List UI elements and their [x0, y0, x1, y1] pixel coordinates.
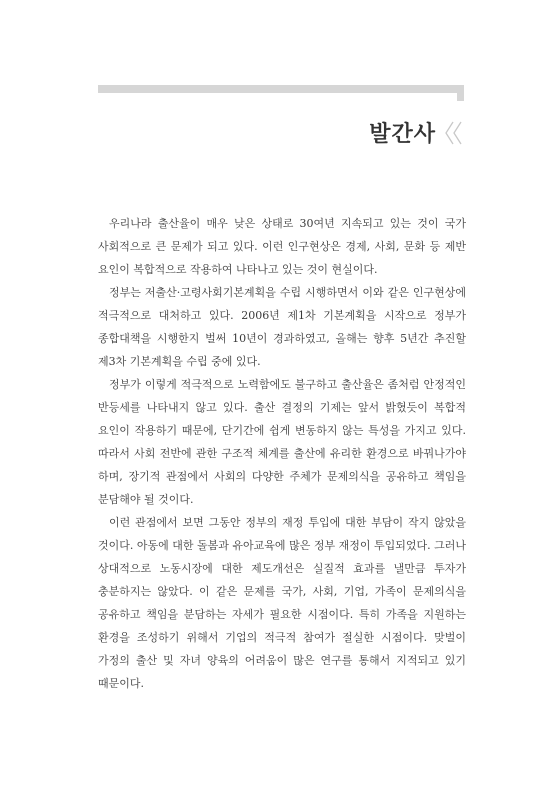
page-title: 발간사	[369, 122, 436, 147]
paragraph: 정부는 저출산·고령사회기본계획을 수립 시행하면서 이와 같은 인구현상에 적극적으로 대처하고 있다. 2006년 제1차 기본계획을 시작으로 정부가 종합대책을 시행한지 벌써 10년이 경과하였고, 올해는 향후 5년간 추진할 제3차 기본계획을 수립 중에 있다.	[98, 286, 466, 368]
paragraph: 우리나라 출산율이 매우 낮은 상태로 30여년 지속되고 있는 것이 국가 사회적으로 큰 문제가 되고 있다. 이런 인구현상은 경제, 사회, 문화 등 제반 요인이 복합적으로 작용하여 나타나고 있는 것이 현실이다.	[98, 217, 466, 276]
title-block	[369, 117, 464, 148]
header-rule-corner	[457, 85, 464, 101]
body-text	[98, 212, 466, 695]
paragraph: 이런 관점에서 보면 그동안 정부의 재정 투입에 대한 부담이 작지 않았을 것이다. 아동에 대한 돌봄과 유아교육에 많은 정부 재정이 투입되었다. 그러나 상대적으로 노동시장에 대한 제도개선은 실질적 효과를 낼만큼 투자가 충분하지는 않았다. 이 같은 문제를 국가, 사회, 기업, 가족이 문제의식을 공유하고 책임을 분담하는 자세가 필요한 시점이다. 특히 가족을 지원하는 환경을 조성하기 위해서 기업의 적극적 참여가 절실한 시점이다. 맞벌이 가정의 출산 및 자녀 양육의 어려움이 많은 연구를 통해서 지적되고 있기 때문이다.	[98, 516, 466, 690]
header-rule	[98, 85, 464, 93]
paragraph: 정부가 이렇게 적극적으로 노력함에도 불구하고 출산율은 좀처럼 안정적인 반등세를 나타내지 않고 있다. 출산 결정의 기제는 앞서 밝혔듯이 복합적 요인이 작용하기 때문에, 단기간에 쉽게 변동하지 않는 특성을 가지고 있다. 따라서 사회 전반에 관한 구조적 체계를 출산에 유리한 환경으로 바꿔나가야 하며, 장기적 관점에서 사회의 다양한 주체가 문제의식을 공유하고 책임을 분담해야 될 것이다.	[98, 378, 466, 506]
double-chevron-left-icon	[444, 119, 464, 147]
